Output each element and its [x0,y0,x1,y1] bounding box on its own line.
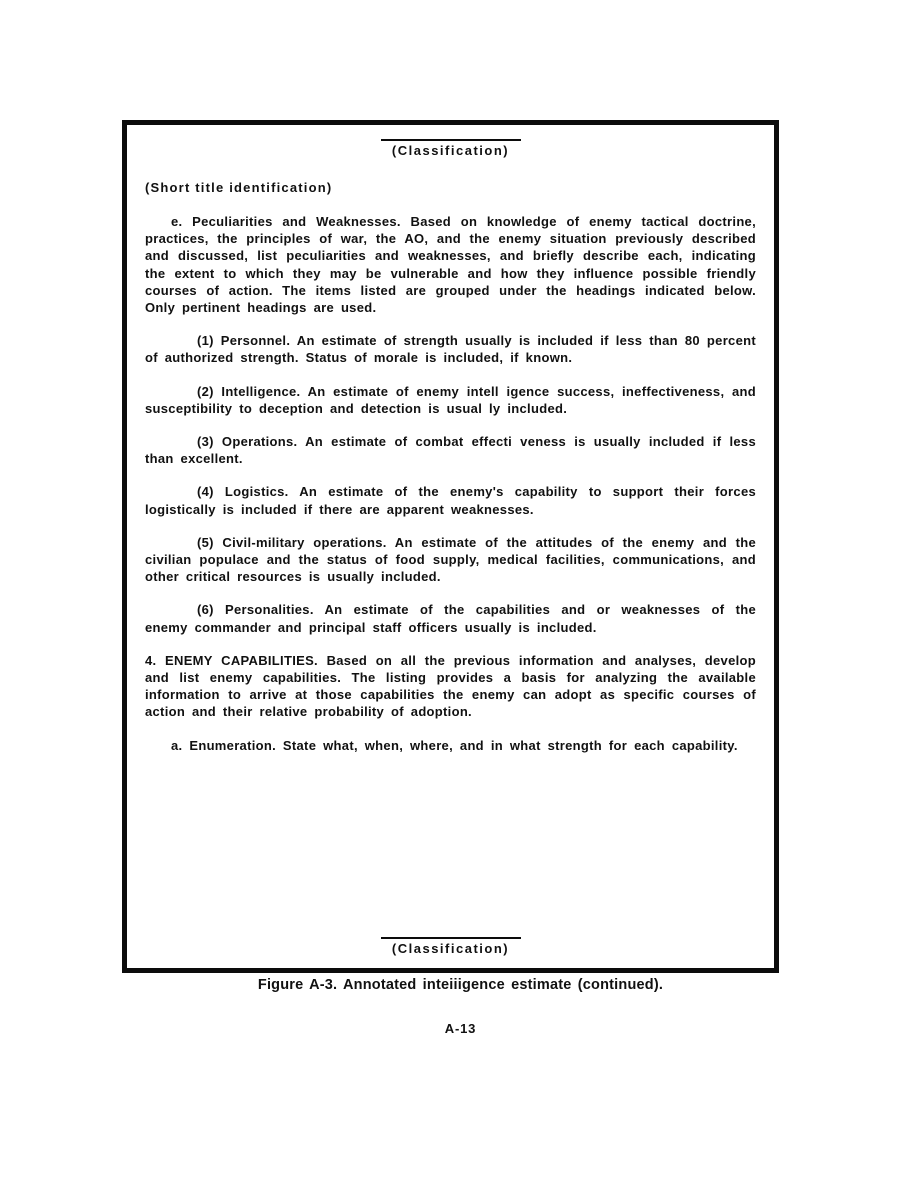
paragraph-1-personnel: (1) Personnel. An estimate of strength usually is included if less than 80 percent of authorized strength. Status of morale is included, if known. [145,333,756,366]
document-frame [122,120,779,973]
paragraph-e-peculiarities-weaknesses: e. Peculiarities and Weaknesses. Based on knowledge of enemy tactical doctrine, practices, the principles of war, the AO, and the enemy situation previously described and discussed, list peculiarities and weaknesses, and briefly describe each, indicating the extent to which they may be vulnerable and how they influence possible friendly courses of action. The items listed are grouped under the headings indicated below. Only pertinent headings are used. [145,214,756,316]
classification-text-bottom: (Classification) [391,941,510,956]
paragraph-6-personalities: (6) Personalities. An estimate of the capabilities and or weaknesses of the enemy commander and principal staff officers usually is included. [145,602,756,635]
paragraph-4-logistics: (4) Logistics. An estimate of the enemy's capability to support their forces logistically is included if there are apparent weaknesses. [145,484,756,517]
classification-rule-top [381,139,521,141]
paragraph-4-enemy-capabilities: 4. ENEMY CAPABILITIES. Based on all the previous information and analyses, develop and list enemy capabilities. The listing provides a basis for analyzing the available information to arrive at those capabilities the enemy can adopt as specific courses of action and their relative probability of adoption. [145,652,756,720]
classification-rule-bottom [381,937,521,939]
paragraph-3-operations: (3) Operations. An estimate of combat effecti veness is usually included if less than excellent. [145,434,756,467]
paragraph-5-civil-military-operations: (5) Civil-military operations. An estimate of the attitudes of the enemy and the civilian populace and the status of food supply, medical facilities, communications, and other critical resources is usually included. [145,534,756,585]
short-title-identification: (Short title identification) [145,180,333,195]
paragraph-2-intelligence: (2) Intelligence. An estimate of enemy intell igence success, ineffectiveness, and susceptibility to deception and detection is usual ly included. [145,383,756,416]
classification-header [145,139,756,158]
figure-caption: Figure A-3. Annotated inteiiigence estimate (continued). [257,977,664,993]
document-body [145,197,756,754]
page-number: A-13 [444,1021,477,1036]
classification-footer [145,937,756,956]
paragraph-a-enumeration: a. Enumeration. State what, when, where, and in what strength for each capability. [171,737,738,753]
classification-text-top: (Classification) [391,143,510,158]
